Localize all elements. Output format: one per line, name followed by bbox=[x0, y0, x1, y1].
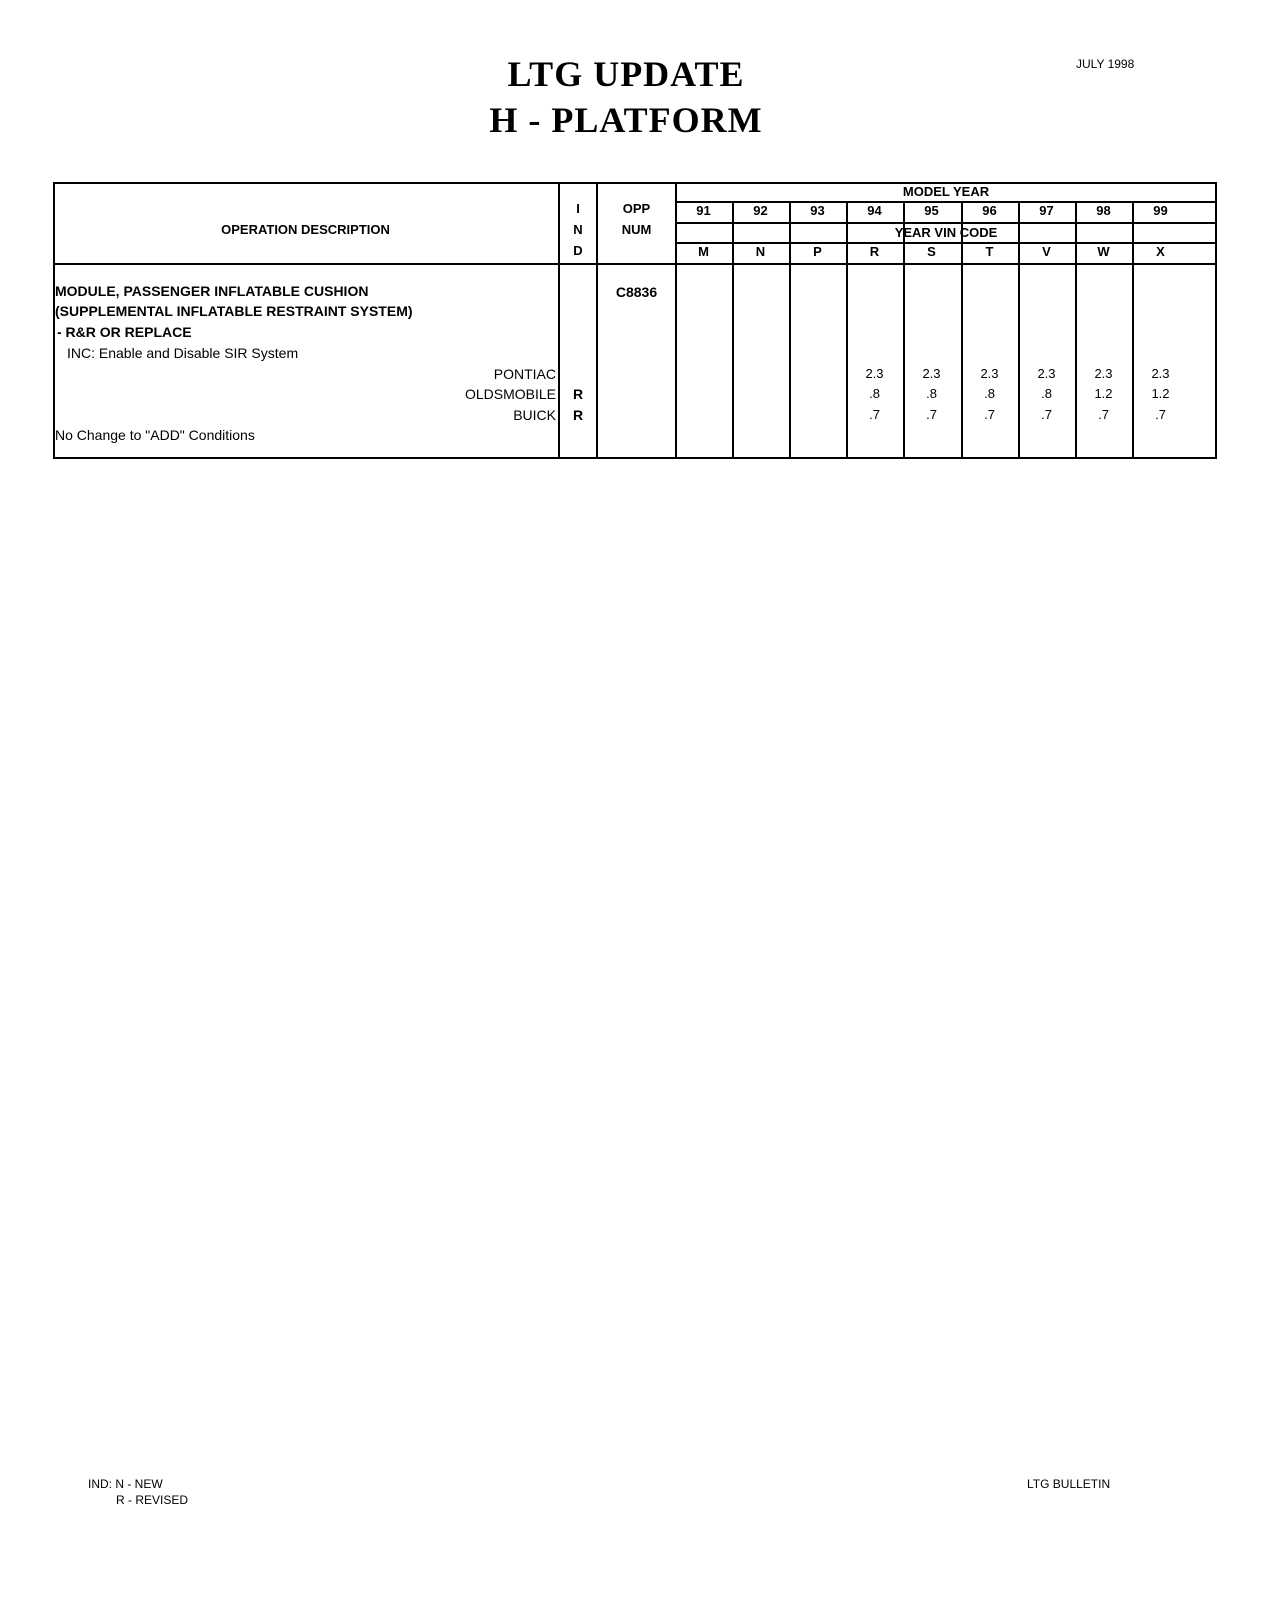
page-subtitle: H - PLATFORM bbox=[489, 100, 763, 140]
make-name: BUICK bbox=[513, 407, 556, 423]
ind-legend-revised: R - REVISED bbox=[116, 1493, 189, 1507]
make-ind-flag: R bbox=[572, 407, 584, 423]
model-year-cell: 91 bbox=[696, 203, 711, 218]
vin-code-cell: S bbox=[927, 244, 936, 259]
make-name: PONTIAC bbox=[493, 366, 556, 382]
page-title: LTG UPDATE bbox=[507, 54, 745, 94]
model-year-cell: 98 bbox=[1096, 203, 1111, 218]
year-column-divider bbox=[961, 242, 963, 459]
labor-time-value: 2.3 bbox=[980, 366, 999, 381]
vin-code-cell: R bbox=[869, 244, 880, 259]
model-year-cell: 96 bbox=[982, 203, 997, 218]
opp-num-value: C8836 bbox=[615, 284, 658, 300]
header-divider bbox=[53, 263, 1217, 265]
ind-header-d: D bbox=[573, 243, 583, 258]
vin-code-cell: V bbox=[1042, 244, 1051, 259]
labor-time-value: 2.3 bbox=[1037, 366, 1056, 381]
model-year-cell: 94 bbox=[867, 203, 882, 218]
add-conditions-note: No Change to "ADD" Conditions bbox=[55, 427, 255, 443]
labor-time-value: .7 bbox=[1041, 407, 1052, 422]
labor-time-value: 2.3 bbox=[1151, 366, 1170, 381]
vin-code-cell: W bbox=[1097, 244, 1110, 259]
model-year-cell: 97 bbox=[1039, 203, 1054, 218]
model-year-cell: 93 bbox=[810, 203, 825, 218]
model-year-header: MODEL YEAR bbox=[902, 184, 990, 199]
operation-line2: (SUPPLEMENTAL INFLATABLE RESTRAINT SYSTEM) bbox=[55, 303, 413, 319]
opp-header: OPP bbox=[622, 201, 651, 216]
year-column-divider bbox=[789, 242, 791, 459]
labor-time-value: 2.3 bbox=[1094, 366, 1113, 381]
labor-time-table bbox=[53, 182, 1217, 459]
labor-time-value: 2.3 bbox=[865, 366, 884, 381]
num-header: NUM bbox=[621, 222, 652, 237]
operation-description-header: OPERATION DESCRIPTION bbox=[221, 222, 390, 237]
year-column-divider bbox=[846, 242, 848, 459]
year-column-divider bbox=[732, 242, 734, 459]
vin-code-cell: T bbox=[985, 244, 994, 259]
labor-time-value: .7 bbox=[926, 407, 937, 422]
labor-time-value: 2.3 bbox=[922, 366, 941, 381]
labor-time-value: .7 bbox=[1155, 407, 1166, 422]
labor-time-value: .7 bbox=[1098, 407, 1109, 422]
labor-time-value: .8 bbox=[984, 386, 995, 401]
make-name: OLDSMOBILE bbox=[464, 386, 556, 402]
bulletin-date: JULY 1998 bbox=[1076, 57, 1135, 71]
year-column-divider bbox=[1132, 242, 1134, 459]
vin-code-cell: X bbox=[1156, 244, 1165, 259]
labor-time-value: .8 bbox=[1041, 386, 1052, 401]
year-vin-code-header: YEAR VIN CODE bbox=[894, 225, 998, 240]
bulletin-footer: LTG BULLETIN bbox=[1027, 1477, 1111, 1491]
model-year-cell: 92 bbox=[753, 203, 768, 218]
labor-time-value: 1.2 bbox=[1151, 386, 1170, 401]
model-year-cell: 99 bbox=[1153, 203, 1168, 218]
labor-time-value: .8 bbox=[869, 386, 880, 401]
operation-line3: - R&R OR REPLACE bbox=[57, 324, 192, 340]
vin-code-cell: P bbox=[813, 244, 822, 259]
year-column-divider bbox=[1075, 242, 1077, 459]
labor-time-value: .7 bbox=[869, 407, 880, 422]
ind-header-n: N bbox=[573, 222, 583, 237]
year-column-divider bbox=[903, 242, 905, 459]
make-ind-flag: R bbox=[572, 386, 584, 402]
operation-line1: MODULE, PASSENGER INFLATABLE CUSHION bbox=[55, 283, 369, 299]
vin-code-cell: M bbox=[698, 244, 709, 259]
labor-time-value: .7 bbox=[984, 407, 995, 422]
operation-inc-note: INC: Enable and Disable SIR System bbox=[67, 345, 299, 361]
year-column-divider bbox=[1018, 242, 1020, 459]
labor-time-value: .8 bbox=[926, 386, 937, 401]
ind-header-i: I bbox=[576, 201, 580, 216]
vin-code-cell: N bbox=[755, 244, 766, 259]
labor-time-value: 1.2 bbox=[1094, 386, 1113, 401]
ind-legend-new: IND: N - NEW bbox=[88, 1477, 163, 1491]
model-year-cell: 95 bbox=[924, 203, 939, 218]
